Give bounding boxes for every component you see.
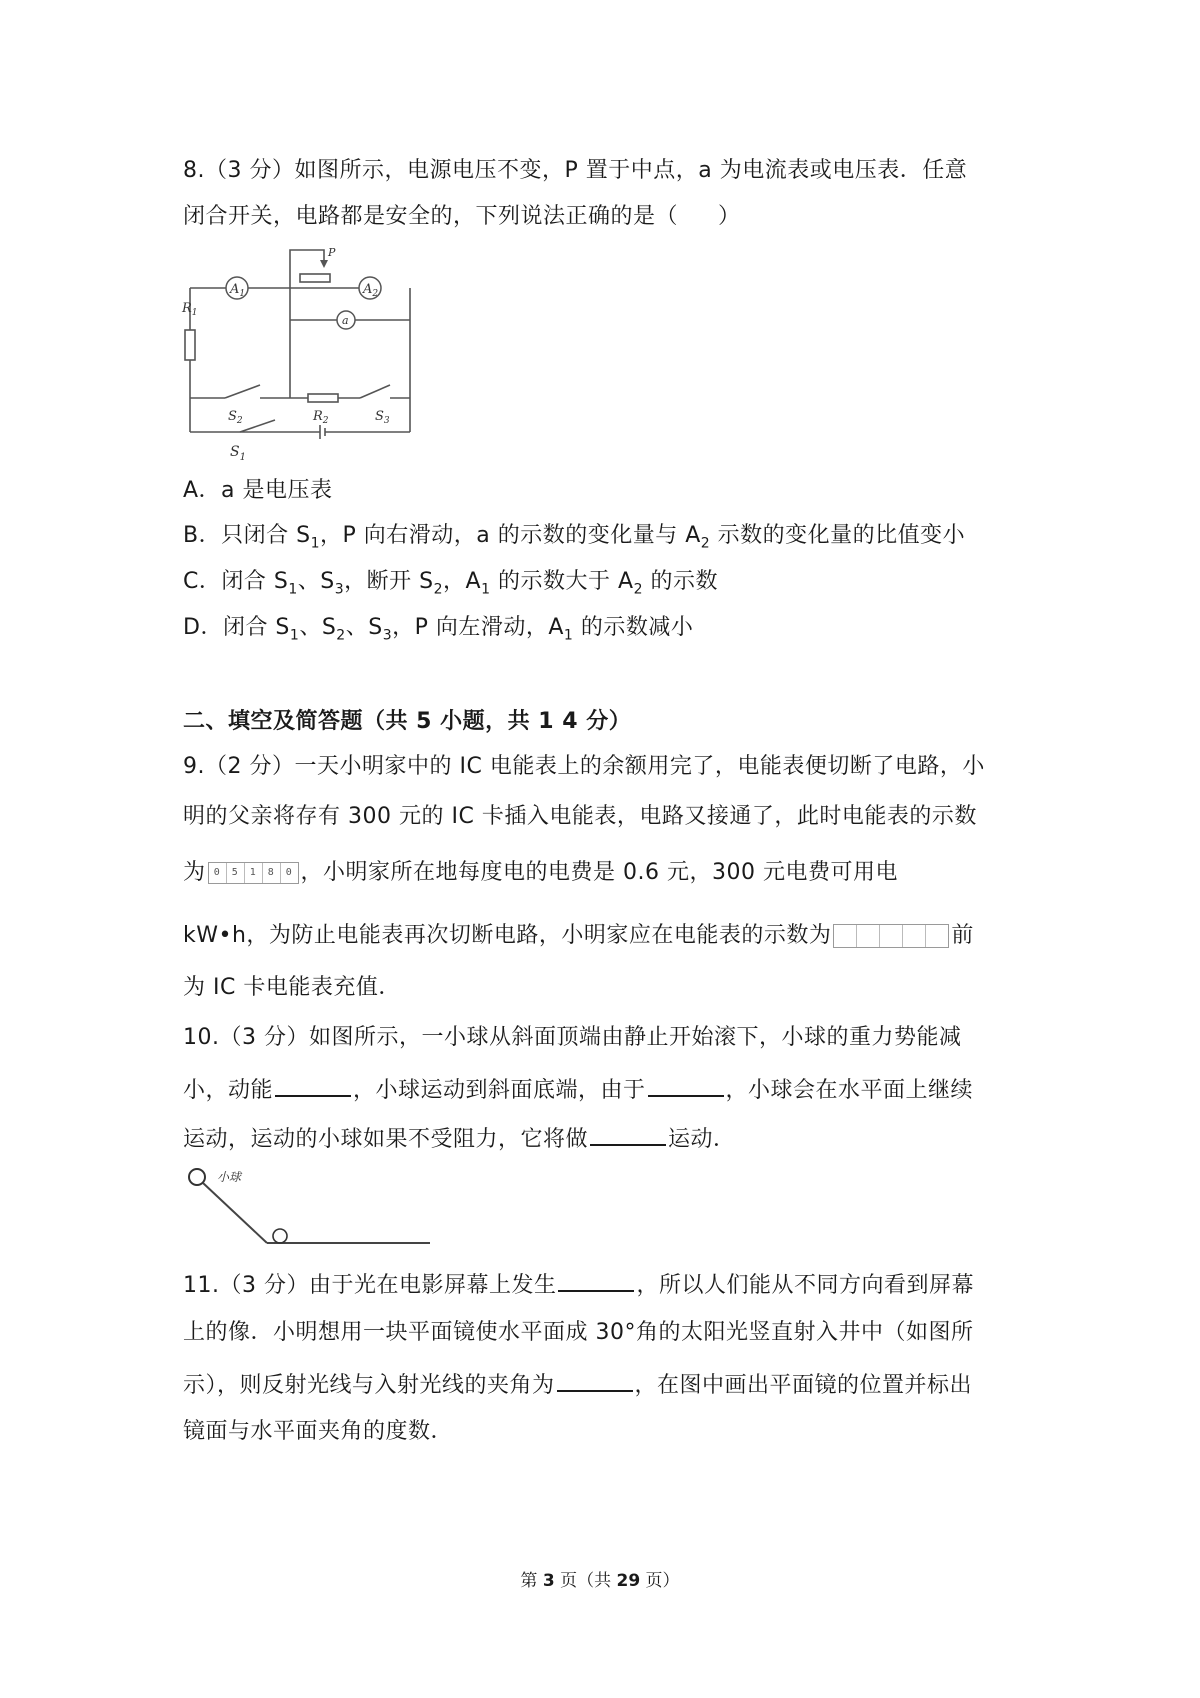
q11-line-1: 11.（3 分）由于光在电影屏幕上发生 ，所以人们能从不同方向看到屏幕 <box>183 1268 974 1301</box>
svg-text:R2 <box>312 409 329 426</box>
label-r1: R <box>182 301 192 316</box>
q8-option-d: D．闭合 $S_1$、$S_2$、$S_3$，P 向左滑动，$A_1$ 的示数减小 <box>183 615 694 644</box>
q10-line-1: 10.（3 分）如图所示，一小球从斜面顶端由静止开始滚下，小球的重力势能减 <box>183 1025 962 1050</box>
q8-line-2-close: ） <box>718 204 741 229</box>
ball-label: 小球 <box>217 1170 242 1184</box>
answer-blank <box>590 1122 666 1146</box>
label-s3: S <box>375 409 384 424</box>
meter-reading: 0 5 1 8 0 <box>208 862 299 884</box>
label-r2: R <box>313 409 323 424</box>
label-a2: A <box>363 282 373 297</box>
label-p: P <box>328 246 336 259</box>
label-a1: A <box>230 282 240 297</box>
label-a: a <box>342 314 349 327</box>
q8-line-2-text: 闭合开关，电路都是安全的，下列说法正确的是（ <box>183 204 679 229</box>
svg-text:R1 <box>181 301 198 318</box>
q9-line-5: 为 IC 卡电能表充值． <box>183 975 401 1000</box>
answer-blank <box>648 1073 724 1097</box>
q8-line-1: 8.（3 分）如图所示，电源电压不变，P 置于中点，a 为电流表或电压表．任意 <box>183 158 968 183</box>
q8-line-2 <box>183 202 741 232</box>
answer-blank <box>558 1268 634 1292</box>
label-s2-sub: 2 <box>236 416 243 426</box>
q9-line-4: kW•h，为防止电能表再次切断电路，小明家应在电能表的示数为 前 <box>183 923 974 948</box>
q9-line-3: 为 0 5 1 8 0 ，小明家所在地每度电的电费是 0.6 元，300 元电费可用电 <box>183 860 898 885</box>
label-a1-sub: 1 <box>239 289 246 299</box>
q10-line-3: 运动，运动的小球如果不受阻力，它将做 运动． <box>183 1122 736 1155</box>
answer-blank <box>557 1368 633 1392</box>
ball-bottom-icon <box>273 1229 287 1243</box>
ball-top-icon <box>189 1169 205 1185</box>
label-s1: $S_1$ <box>230 444 246 463</box>
meter-blank <box>833 924 949 948</box>
answer-blank <box>275 1073 351 1097</box>
q11-line-4: 镜面与水平面夹角的度数． <box>183 1419 454 1444</box>
label-r1-sub: 1 <box>191 308 198 318</box>
q8-option-a: A．a 是电压表 <box>183 478 333 503</box>
label-r2-sub: 2 <box>322 416 329 426</box>
svg-text:S3 <box>375 409 390 426</box>
q10-line-2: 小，动能 ，小球运动到斜面底端，由于 ，小球会在水平面上继续 <box>183 1073 973 1106</box>
page-number: 3 <box>542 1571 555 1591</box>
page-footer: 第 3 页（共 29 页） <box>520 1571 680 1591</box>
label-s3-sub: 3 <box>383 416 390 426</box>
q11-line-3: 示），则反射光线与入射光线的夹角为 ，在图中画出平面镜的位置并标出 <box>183 1368 972 1401</box>
incline-ball-diagram <box>185 1165 445 1245</box>
section-2-heading: 二、填空及简答题（共 5 小题，共 1 4 分） <box>183 709 632 734</box>
q8-option-b: B．只闭合 $S_1$，P 向右滑动，a 的示数的变化量与 $A_2$ 示数的变化量的比值变小 <box>183 523 966 552</box>
circuit-diagram <box>180 240 430 440</box>
label-a2-sub: 2 <box>372 289 379 299</box>
q8-option-c: C．闭合 $S_1$、$S_3$，断开 $S_2$，$A_1$ 的示数大于 $A_2$ 的示数 <box>183 569 718 598</box>
svg-text:S2 <box>228 409 243 426</box>
label-s2: S <box>228 409 237 424</box>
page-total: 29 <box>616 1571 641 1591</box>
q9-line-2: 明的父亲将存有 300 元的 IC 卡插入电能表，电路又接通了，此时电能表的示数 <box>183 804 977 829</box>
q11-line-2: 上的像．小明想用一块平面镜使水平面成 30°角的太阳光竖直射入井中（如图所 <box>183 1320 974 1345</box>
q9-line-1: 9.（2 分）一天小明家中的 IC 电能表上的余额用完了，电能表便切断了电路，小 <box>183 754 985 779</box>
